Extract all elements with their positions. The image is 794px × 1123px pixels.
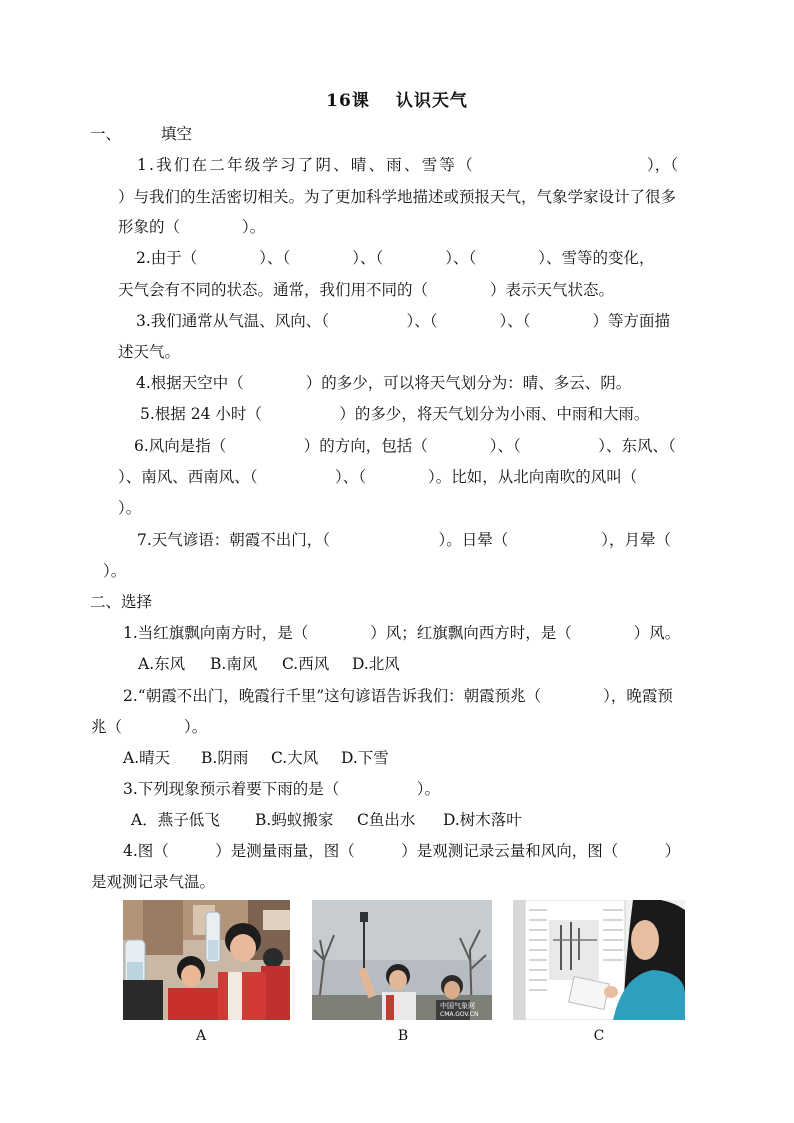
fill-q6-line1: 6.风向是指（ ）的方向，包括（ ）、（ ）、东风、（ (134, 437, 676, 455)
photo-b-wind-observation (312, 900, 492, 1020)
fill-q6-line3: ）。 (118, 499, 142, 517)
watermark-en: CMA.GOV.CN (440, 1011, 479, 1018)
section1-title: 填空 (161, 125, 193, 143)
choice-q3-line1: 3.下列现象预示着要下雨的是（ ）。 (123, 780, 441, 798)
caption-a: A (195, 1028, 207, 1044)
option-b: B.阴雨 (201, 749, 249, 767)
photo-a-rain-gauge (123, 900, 290, 1020)
option-b: B.蚂蚁搬家 (255, 811, 334, 829)
caption-b: B (397, 1028, 409, 1044)
fill-q1-line2: ）与我们的生活密切相关。为了更加科学地描述或预报天气，气象学家设计了很多 (118, 188, 677, 206)
choice-q2-line1: 2.“朝霞不出门，晚霞行千里”这句谚语告诉我们：朝霞预兆（ ），晚霞预 (123, 687, 673, 705)
option-b: B.南风 (210, 655, 258, 673)
section2-heading: 二、选择 (90, 593, 153, 611)
photo-c-temperature-observation (513, 900, 685, 1020)
fill-q6-line2: ）、南风、西南风、（ ）、（ ）。比如，从北向南吹的风叫（ (118, 468, 638, 486)
fill-q2-line2: 天气会有不同的状态。通常，我们用不同的（ ）表示天气状态。 (118, 281, 615, 299)
option-d: D.北风 (352, 655, 400, 673)
page-title (0, 86, 794, 111)
fill-q7-line1: 7.天气谚语：朝霞不出门，（ ）。日晕（ ），月晕（ (137, 531, 672, 549)
choice-q4-line1: 4.图（ ）是测量雨量，图（ ）是观测记录云量和风向，图（ ） (123, 842, 681, 860)
fill-q2-line1: 2.由于（ ）、（ ）、（ ）、（ ）、雪等的变化， (136, 249, 655, 267)
option-a: A.东风 (138, 655, 186, 673)
option-c: C鱼出水 (357, 811, 416, 829)
option-d: D.树木落叶 (443, 811, 522, 829)
choice-q3-options (131, 809, 522, 831)
choice-q1-options (138, 653, 400, 675)
option-a: A.晴天 (123, 749, 171, 767)
section1-number: 一、 (90, 125, 122, 143)
fill-q7-line2: ）。 (103, 562, 127, 580)
choice-q2-options (123, 747, 389, 769)
fill-q5-line1: 5.根据 24 小时（ ）的多少，将天气划分为小雨、中雨和大雨。 (140, 405, 650, 423)
lesson-name: 认识天气 (395, 91, 468, 111)
watermark-cn: 中国气象网 (440, 1002, 475, 1010)
choice-q2-line2: 兆（ ）。 (91, 718, 208, 736)
option-d: D.下雪 (341, 749, 389, 767)
option-c: C.大风 (271, 749, 319, 767)
lesson-number: 16课 (326, 91, 370, 111)
fill-q4-line1: 4.根据天空中（ ）的多少，可以将天气划分为：晴、多云、阴。 (136, 374, 632, 392)
fill-q1-line3: 形象的（ ）。 (118, 218, 266, 236)
fill-q3-line2: 述天气。 (118, 343, 181, 361)
choice-q1-line1: 1.当红旗飘向南方时，是（ ）风；红旗飘向西方时，是（ ）风。 (123, 624, 681, 642)
choice-q4-line2: 是观测记录气温。 (91, 873, 216, 891)
fill-q1-line1: 1.我们在二年级学习了阴、晴、雨、雪等（ ），（ (137, 156, 679, 174)
option-a: A．燕子低飞 (131, 811, 220, 829)
section1-heading (90, 123, 192, 145)
fill-q3-line1: 3.我们通常从气温、风向、（ ）、（ ）、（ ）等方面描 (136, 312, 671, 330)
caption-c: C (593, 1028, 605, 1044)
option-c: C.西风 (282, 655, 330, 673)
